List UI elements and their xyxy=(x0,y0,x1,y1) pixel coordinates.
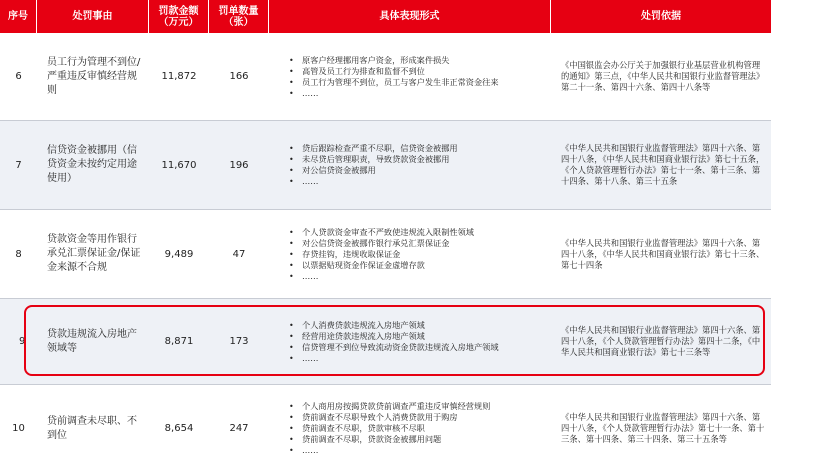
row-count: 247 xyxy=(229,423,249,434)
table-row xyxy=(0,385,771,472)
row-count: 196 xyxy=(229,159,249,171)
row-desc xyxy=(269,33,551,120)
row-basis: 《中华人民共和国银行业监督管理法》第四十六条、第四十八条，《个人贷款管理暂行办法》第四十二条，《中华人民共和国商业银行法》第七十三条等 xyxy=(561,325,761,357)
header-count-label: 罚单数量 （张） xyxy=(218,5,259,28)
desc-item: • …… xyxy=(289,445,490,456)
row-item: 贷款违规流入房地产领域等 xyxy=(47,328,137,354)
header-amount xyxy=(149,0,209,33)
row-no: 7 xyxy=(15,159,22,171)
header-item: 处罚事由 xyxy=(37,0,149,33)
row-basis: 《中华人民共和国银行业监督管理法》第四十六条、第四十八条，《个人贷款管理暂行办法》第七十一条、第十三条、第十四条、第三十四条、第三十五条等 xyxy=(561,412,765,444)
desc-item: • 员工行为管理不到位，员工与客户发生非正常资金往来 xyxy=(289,77,499,88)
row-amount: 11,872 xyxy=(161,71,197,82)
highlight-box xyxy=(24,305,765,376)
row-count: 47 xyxy=(232,248,246,260)
table-header xyxy=(0,0,771,33)
header-no: 序号 xyxy=(0,0,37,33)
row-item: 贷前调查未尽职、不到位 xyxy=(47,415,137,441)
row-desc xyxy=(269,385,551,472)
row-amount: 9,489 xyxy=(164,248,194,260)
table-row xyxy=(0,121,771,209)
desc-item: • 对公信贷资金被挪作银行承兑汇票保证金 xyxy=(289,238,474,249)
row-no: 8 xyxy=(15,248,22,260)
desc-item: • 个人消费贷款违规流入房地产领域 xyxy=(289,320,499,331)
row-item: 贷款资金等用作银行承兑汇票保证金/保证金来源不合规 xyxy=(47,234,141,273)
desc-item: • …… xyxy=(289,271,474,282)
row-basis: 《中华人民共和国银行业监督管理法》第四十六条、第四十八条，《中华人民共和国商业银行法》第七十五条，《个人贷款管理暂行办法》第七十一条、第十三条、第十四条、第十八条、第三十五条 xyxy=(561,143,765,186)
desc-item: • 个人商用房按揭贷款贷前调查严重违反审慎经营规则 xyxy=(289,401,490,412)
desc-item: • 贷前调查不尽职，贷款审核不尽职 xyxy=(289,423,490,434)
row-count: 173 xyxy=(229,336,249,347)
row-basis: 《中国银监会办公厅关于加强银行业基层营业机构管理的通知》第三点，《中华人民共和国银行业监督管理法》第二十一条、第四十六条、第四十八条等 xyxy=(561,60,765,92)
desc-item: • 贷前调查不尽职，贷款资金被挪用问题 xyxy=(289,434,490,445)
desc-item: • 个人贷款资金审查不严致使违规流入限制性领域 xyxy=(289,227,474,238)
table-row xyxy=(0,33,771,120)
header-desc: 具体表现形式 xyxy=(269,0,551,33)
desc-item: • …… xyxy=(289,353,499,364)
desc-item: • 贷前调查不尽职导致个人消费贷款用于购房 xyxy=(289,412,490,423)
desc-item: • 以票据贴现资金作保证金虚增存款 xyxy=(289,260,474,271)
desc-item: • 信贷管理不到位导致流动资金贷款违规流入房地产领域 xyxy=(289,342,499,353)
row-basis: 《中华人民共和国银行业监督管理法》第四十六条、第四十八条，《中华人民共和国商业银行法》第七十三条、第七十四条 xyxy=(561,237,765,270)
row-item: 员工行为管理不到位/严重违反审慎经营规则 xyxy=(47,56,141,96)
row-no: 10 xyxy=(12,423,25,434)
row-amount: 11,670 xyxy=(161,159,197,171)
header-amount-label: 罚款金额 （万元） xyxy=(158,5,199,28)
desc-item: • 贷后跟踪检查严重不尽职，信贷资金被挪用 xyxy=(289,143,458,154)
row-amount: 8,871 xyxy=(164,336,194,347)
table-row xyxy=(0,210,771,298)
desc-item: • 未尽贷后管理职责，导致贷款资金被挪用 xyxy=(289,154,458,165)
row-count: 166 xyxy=(229,71,249,82)
row-desc xyxy=(269,210,551,298)
row-item: 信贷资金被挪用（信贷资金未按约定用途使用） xyxy=(47,145,137,184)
row-no: 6 xyxy=(15,71,22,82)
desc-item: • 高管及员工行为排查和监督不到位 xyxy=(289,66,499,77)
desc-item: • 原客户经理挪用客户资金，形成案件损失 xyxy=(289,55,499,66)
header-count xyxy=(209,0,269,33)
desc-item: • 对公信贷资金被挪用 xyxy=(289,165,458,176)
row-desc xyxy=(269,121,551,209)
row-no: 9 xyxy=(19,336,26,347)
desc-item: • 经营用途贷款违规流入房地产领域 xyxy=(289,331,499,342)
header-basis: 处罚依据 xyxy=(641,11,681,22)
desc-item: • …… xyxy=(289,88,499,99)
desc-item: • …… xyxy=(289,176,458,187)
row-amount: 8,654 xyxy=(164,423,194,434)
desc-item: • 存贷挂钩，违规收取保证金 xyxy=(289,249,474,260)
